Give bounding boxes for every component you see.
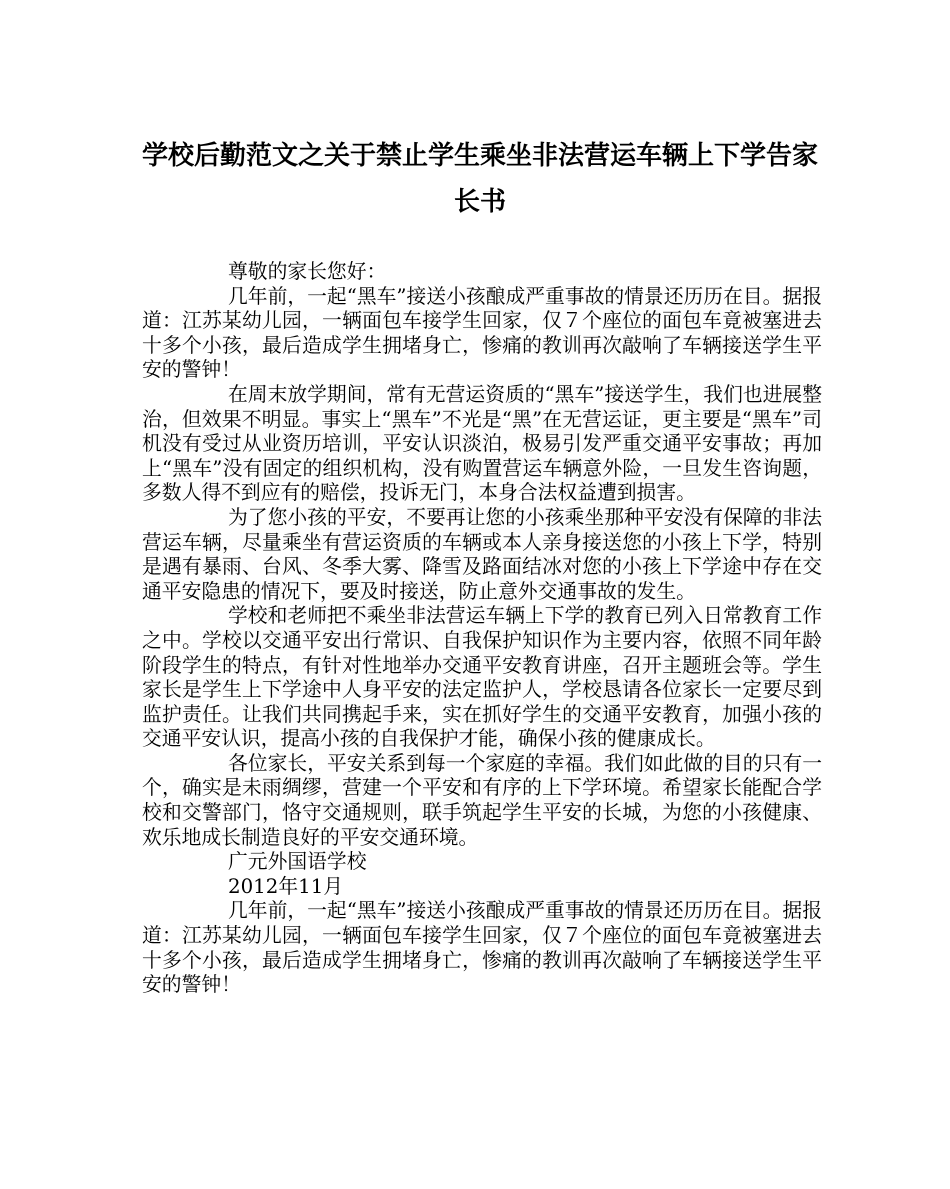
date: 2012年11月	[228, 874, 344, 898]
signature: 广元外国语学校	[228, 850, 367, 874]
document-body	[142, 260, 822, 998]
paragraph-5: 各位家长，平安关系到每一个家庭的幸福。我们如此做的目的只有一个，确实是未雨绸缪，营建一个平安和有序的上下学环境。希望家长能配合学校和交警部门，恪守交通规则，联手筑起学生平安的长城，为您的小孩健康、欢乐地成长制造良好的平安交通环境。	[142, 751, 822, 849]
paragraph-2: 在周末放学期间，常有无营运资质的“黑车”接送学生，我们也进展整治，但效果不明显。事实上“黑车”不光是“黑”在无营运证，更主要是“黑车”司机没有受过从业资历培训，平安认识淡泊，极易引发严重交通平安事故；再加上“黑车”没有固定的组织机构，没有购置营运车辆意外险，一旦发生咨询题，多数人得不到应有的赔偿，投诉无门，本身合法权益遭到损害。	[142, 382, 822, 505]
paragraph-4: 学校和老师把不乘坐非法营运车辆上下学的教育已列入日常教育工作之中。学校以交通平安出行常识、自我保护知识作为主要内容，依照不同年龄阶段学生的特点，有针对性地举办交通平安教育讲座，召开主题班会等。学生家长是学生上下学途中人身平安的法定监护人，学校恳请各位家长一定要尽到监护责任。让我们共同携起手来，实在抓好学生的交通平安教育，加强小孩的交通平安认识，提高小孩的自我保护才能，确保小孩的健康成长。	[142, 604, 822, 751]
paragraph-repeated: 几年前，一起“黑车”接送小孩酿成严重事故的情景还历历在目。据报道：江苏某幼儿园，一辆面包车接学生回家，仅７个座位的面包车竟被塞进去十多个小孩，最后造成学生拥堵身亡，惨痛的教训再次敲响了车辆接送学生平安的警钟！	[142, 899, 822, 997]
paragraph-3: 为了您小孩的平安，不要再让您的小孩乘坐那种平安没有保障的非法营运车辆，尽量乘坐有营运资质的车辆或本人亲身接送您的小孩上下学，特别是遇有暴雨、台风、冬季大雾、降雪及路面结冰对您的小孩上下学途中存在交通平安隐患的情况下，要及时接送，防止意外交通事故的发生。	[142, 505, 822, 603]
document-title: 学校后勤范文之关于禁止学生乘坐非法营运车辆上下学告家长书	[141, 141, 818, 217]
paragraph-1: 几年前，一起“黑车”接送小孩酿成严重事故的情景还历历在目。据报道：江苏某幼儿园，一辆面包车接学生回家，仅７个座位的面包车竟被塞进去十多个小孩，最后造成学生拥堵身亡，惨痛的教训再次敲响了车辆接送学生平安的警钟！	[142, 284, 822, 382]
salutation: 尊敬的家长您好：	[228, 260, 387, 283]
